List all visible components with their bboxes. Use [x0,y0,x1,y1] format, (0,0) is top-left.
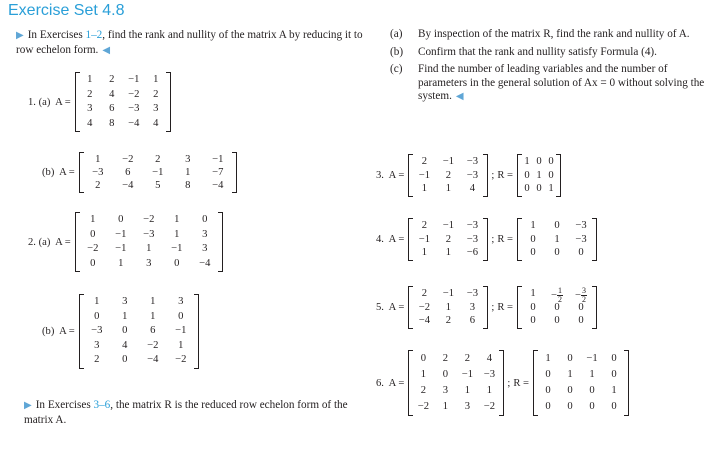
matrix-cell: −1 [461,369,473,380]
matrix-cell: − $\frac{3}{2}$ [575,286,586,304]
matrix-cell: −3 [466,169,478,181]
matrix-cell: 0 [545,369,551,380]
matrix-cell: 0 [578,301,584,313]
matrix-row [83,179,233,192]
matrix-row [412,301,484,315]
matrix-cell: −3 [91,325,103,336]
matrix-cell: 2 [87,88,93,100]
matrix-cell: −6 [466,247,478,258]
matrix-cell: 2 [421,220,427,231]
matrix-cell: 1 [530,220,536,231]
question-a: (a) By inspection of the matrix R, find the rank and nullity of A. [390,28,690,40]
matrix-cell: 1 [445,301,451,313]
matrix-cell: 4 [109,88,115,100]
footer-pre: In Exercises [35,399,94,411]
matrix-A [408,154,488,197]
matrix-cell: 1 [545,353,551,364]
matrix-cell: −4 [147,354,159,365]
exercise-4: 4. A = 2 −1 −3 −1 2 −3 1 1 −6 ; R = 1 0 −3 0 1 −3 0 0 0 [376,218,597,261]
matrix-cell: 1 [90,214,96,225]
matrix-cell: 0 [567,401,573,412]
exercise-2a: 2. (a) A = 1 0 −2 1 0 0 −1 −3 1 3 −2 −1 1 −1 3 0 1 3 0 −4 [28,212,223,272]
question-b: (b) Confirm that the rank and nullity satisfy Formula (4). [390,45,657,58]
matrix-A [408,218,488,261]
exercise-2b: (b) A = 1 3 1 3 0 1 1 0 −3 0 6 −1 3 4 −2 1 2 0 −4 −2 [42,294,199,369]
matrix-cell: −1 [418,169,430,181]
matrix-row [79,242,219,257]
matrix-row [412,383,500,399]
matrix-A [79,294,199,369]
matrix-cell: 0 [578,247,584,258]
matrix-cell: −1 [115,228,127,240]
matrix-row [412,399,500,415]
matrix-cell: −4 [122,180,134,191]
matrix-row [537,351,625,367]
matrix-cell: 2 [445,169,451,181]
matrix-row [412,287,484,301]
matrix-cell: 2 [421,288,427,299]
matrix-cell: 6 [469,315,475,326]
matrix-cell: 3 [185,154,191,165]
matrix-cell: 1 [567,369,573,380]
matrix-cell: 1 [421,247,427,258]
matrix-cell: −3 [466,156,478,167]
matrix-cell: 4 [153,117,159,129]
matrix-cell: −2 [175,354,187,365]
matrix-cell: 0 [420,353,426,364]
matrix-A [408,350,504,416]
matrix-cell: 6 [125,167,131,178]
matrix-cell: −1 [442,220,454,231]
matrix-cell: 0 [122,354,128,365]
matrix-cell: 1 [554,233,560,245]
matrix-cell: 1 [94,296,100,307]
matrix-cell: 2 [95,180,101,191]
matrix-cell: 0 [589,385,595,396]
matrix-cell: −4 [128,117,140,129]
matrix-cell: 4 [122,339,128,351]
matrix-cell: 0 [554,301,560,313]
matrix-A [79,152,237,193]
matrix-cell: −2 [143,214,155,225]
matrix-cell: −2 [128,88,140,100]
matrix-cell: 2 [464,353,470,364]
matrix-row [412,219,484,233]
matrix-cell: −3 [575,233,587,245]
matrix-row [521,219,593,233]
matrix-cell: 1 [548,183,554,194]
matrix-cell: −2 [147,339,159,351]
exercise-range-link[interactable]: 1–2 [85,29,103,41]
matrix-cell: 1 [445,183,451,194]
matrix-cell: −2 [418,301,430,313]
matrix-cell: 0 [178,310,184,322]
matrix-cell: 1 [442,401,448,412]
matrix-cell: 0 [567,385,573,396]
matrix-row [83,166,233,179]
matrix-cell: 1 [464,385,470,396]
matrix-cell: 2 [421,156,427,167]
footer-paragraph [24,398,374,427]
triangle-right-icon: ▶ [16,30,24,41]
matrix-cell: 0 [589,401,595,412]
matrix-cell: −2 [483,401,495,412]
matrix-row [412,155,484,169]
matrix-cell: 0 [530,233,536,245]
matrix-cell: 1 [486,385,492,396]
matrix-cell: 1 [174,228,180,240]
matrix-cell: 5 [155,180,161,191]
matrix-cell: 3 [442,385,448,396]
matrix-cell: 0 [524,183,530,194]
matrix-cell: 0 [611,353,617,364]
matrix-row [521,286,593,304]
matrix-cell: 0 [545,401,551,412]
matrix-cell: −1 [586,353,598,364]
matrix-cell: −1 [152,167,164,178]
matrix-cell: 8 [109,117,115,129]
matrix-row [83,353,195,368]
matrix-row [537,367,625,383]
matrix-cell: 1 [589,369,595,380]
matrix-row [412,367,500,383]
matrix-cell: 2 [94,354,100,365]
matrix-cell: 1 [87,74,93,85]
matrix-cell: 3 [122,296,128,307]
matrix-cell: −1 [442,288,454,299]
matrix-R [517,218,597,261]
matrix-row [79,228,219,243]
matrix-cell: 0 [202,214,208,225]
matrix-cell: −3 [92,167,104,178]
exercise-6: 6. A = 0 2 2 4 1 0 −1 −3 2 3 1 1 −2 1 3 −2 ; R = 1 0 −1 0 0 1 1 0 0 0 0 1 0 0 0 0 [376,350,629,416]
matrix-row [79,213,219,228]
triangle-left-icon: ◀ [455,91,464,103]
matrix-cell: 1 [178,339,184,351]
matrix-cell: 1 [421,183,427,194]
matrix-cell: −1 [212,154,224,165]
matrix-cell: 3 [202,243,208,254]
matrix-cell: −2 [417,401,429,412]
matrix-cell: 1 [150,310,156,322]
matrix-cell: 0 [536,156,542,167]
matrix-row [412,182,484,196]
matrix-cell: 1 [95,154,101,165]
matrix-cell: 3 [153,103,159,114]
matrix-cell: −3 [575,220,587,231]
matrix-cell: −2 [122,154,134,165]
matrix-row [79,102,167,117]
matrix-cell: −3 [128,103,140,114]
matrix-cell: −4 [418,315,430,326]
matrix-cell: 1 [536,169,542,181]
matrix-cell: −4 [212,180,224,191]
matrix-A [408,286,488,329]
page-title: Exercise Set 4.8 [8,2,125,19]
matrix-cell: 6 [109,103,115,114]
matrix-cell: −1 [171,243,183,254]
matrix-cell: 0 [611,401,617,412]
matrix-row [412,246,484,260]
intro-post: , find the rank and nullity of the matrix A by reducing it to row echelon form. [16,29,363,56]
matrix-row [521,246,593,260]
intro-pre: In Exercises [27,29,86,41]
matrix-row [83,295,195,310]
matrix-cell: 1 [185,167,191,178]
matrix-row [83,310,195,325]
matrix-cell: 2 [109,74,115,85]
matrix-cell: 2 [420,385,426,396]
matrix-cell: −3 [466,220,478,231]
matrix-cell: 8 [185,180,191,191]
exercise-5: 5. A = 2 −1 −3 −2 1 3 −4 2 6 ; R = 1 − $\frac{1}{2}$ − $\frac{3}{2}$ 0 0 0 0 0 0 [376,286,597,329]
matrix-cell: 3 [87,103,93,114]
matrix-row [83,324,195,339]
matrix-cell: 1 [153,74,159,85]
matrix-cell: − $\frac{1}{2}$ [551,286,562,304]
matrix-cell: 0 [90,257,96,269]
matrix-row [521,155,557,169]
matrix-row [412,233,484,247]
matrix-cell: 0 [548,169,554,181]
exercise-1b: (b) A = 1 −2 2 3 −1 −3 6 −1 1 −7 2 −4 5 8 −4 [42,152,237,193]
matrix-A [75,212,223,272]
matrix-cell: 2 [445,315,451,326]
exercise-3: 3. A = 2 −1 −3 −1 2 −3 1 1 4 ; R = 1 0 0 0 1 0 0 0 1 [376,154,561,197]
matrix-row [521,182,557,196]
matrix-cell: 0 [530,301,536,313]
matrix-cell: 0 [530,247,536,258]
matrix-cell: 2 [445,233,451,245]
matrix-cell: 3 [94,339,100,351]
question-c: (c) Find the number of leading variables and the number of parameters in the general solution of Ax = 0 without solving the system. ◀ [390,63,705,103]
matrix-cell: 0 [554,315,560,326]
matrix-cell: 0 [174,257,180,269]
matrix-cell: 0 [442,369,448,380]
matrix-cell: 1 [146,243,152,254]
matrix-cell: −7 [212,167,224,178]
matrix-row [521,169,557,183]
matrix-row [79,73,167,88]
matrix-cell: −3 [466,233,478,245]
matrix-row [537,383,625,399]
matrix-cell: 2 [153,88,159,100]
triangle-left-icon: ◀ [102,45,111,56]
matrix-row [412,169,484,183]
matrix-cell: −2 [87,243,99,254]
matrix-row [83,339,195,354]
matrix-cell: 2 [155,154,161,165]
matrix-cell: −3 [483,369,495,380]
matrix-cell: 0 [530,315,536,326]
matrix-cell: 6 [150,325,156,336]
matrix-cell: 3 [469,301,475,313]
exercise-range-link[interactable]: 3–6 [93,399,111,411]
matrix-row [412,351,500,367]
intro-paragraph [16,28,368,58]
matrix-row [412,314,484,328]
matrix-row [537,399,625,415]
matrix-cell: 3 [202,228,208,240]
matrix-cell: −1 [418,233,430,245]
matrix-cell: 1 [150,296,156,307]
matrix-cell: −4 [199,257,211,269]
matrix-cell: 0 [536,183,542,194]
matrix-cell: 1 [174,214,180,225]
matrix-cell: 0 [554,247,560,258]
matrix-cell: −3 [466,288,478,299]
matrix-cell: 2 [442,353,448,364]
matrix-cell: −1 [442,156,454,167]
matrix-cell: 3 [146,257,152,269]
matrix-row [83,153,233,166]
matrix-cell: 0 [548,156,554,167]
matrix-cell: −3 [143,228,155,240]
matrix-row [79,117,167,132]
matrix-cell: 0 [545,385,551,396]
footer-post: , the matrix R is the reduced row echelon form of the matrix A. [24,399,348,426]
matrix-cell: −1 [115,243,127,254]
matrix-row [79,88,167,103]
matrix-cell: 0 [90,228,96,240]
matrix-row [521,233,593,247]
triangle-right-icon: ▶ [24,400,32,411]
matrix-cell: 1 [122,310,128,322]
matrix-cell: 0 [578,315,584,326]
matrix-cell: 0 [567,353,573,364]
matrix-cell: 0 [118,214,124,225]
matrix-cell: 0 [94,310,100,322]
matrix-cell: 4 [87,117,93,129]
matrix-cell: 1 [445,247,451,258]
matrix-cell: 1 [611,385,617,396]
matrix-cell: 3 [178,296,184,307]
matrix-cell: 1 [530,288,536,299]
matrix-cell: 3 [464,401,470,412]
matrix-cell: 4 [469,183,475,194]
matrix-row [79,257,219,272]
matrix-cell: 4 [486,353,492,364]
matrix-cell: 1 [420,369,426,380]
question-list [390,28,714,108]
matrix-R [533,350,629,416]
exercise-1a: 1. (a) A = 1 2 −1 1 2 4 −2 2 3 6 −3 3 4 8 −4 4 [28,72,171,132]
matrix-cell: 1 [118,257,124,269]
matrix-cell: −1 [175,325,187,336]
matrix-A [75,72,171,132]
matrix-cell: 1 [524,156,530,167]
matrix-cell: 0 [554,220,560,231]
matrix-cell: 0 [122,325,128,336]
matrix-row [521,301,593,315]
matrix-R [517,286,597,329]
matrix-cell: 0 [524,169,530,181]
matrix-row [521,314,593,328]
matrix-R [517,154,561,197]
matrix-cell: −1 [128,74,140,85]
matrix-cell: 0 [611,369,617,380]
